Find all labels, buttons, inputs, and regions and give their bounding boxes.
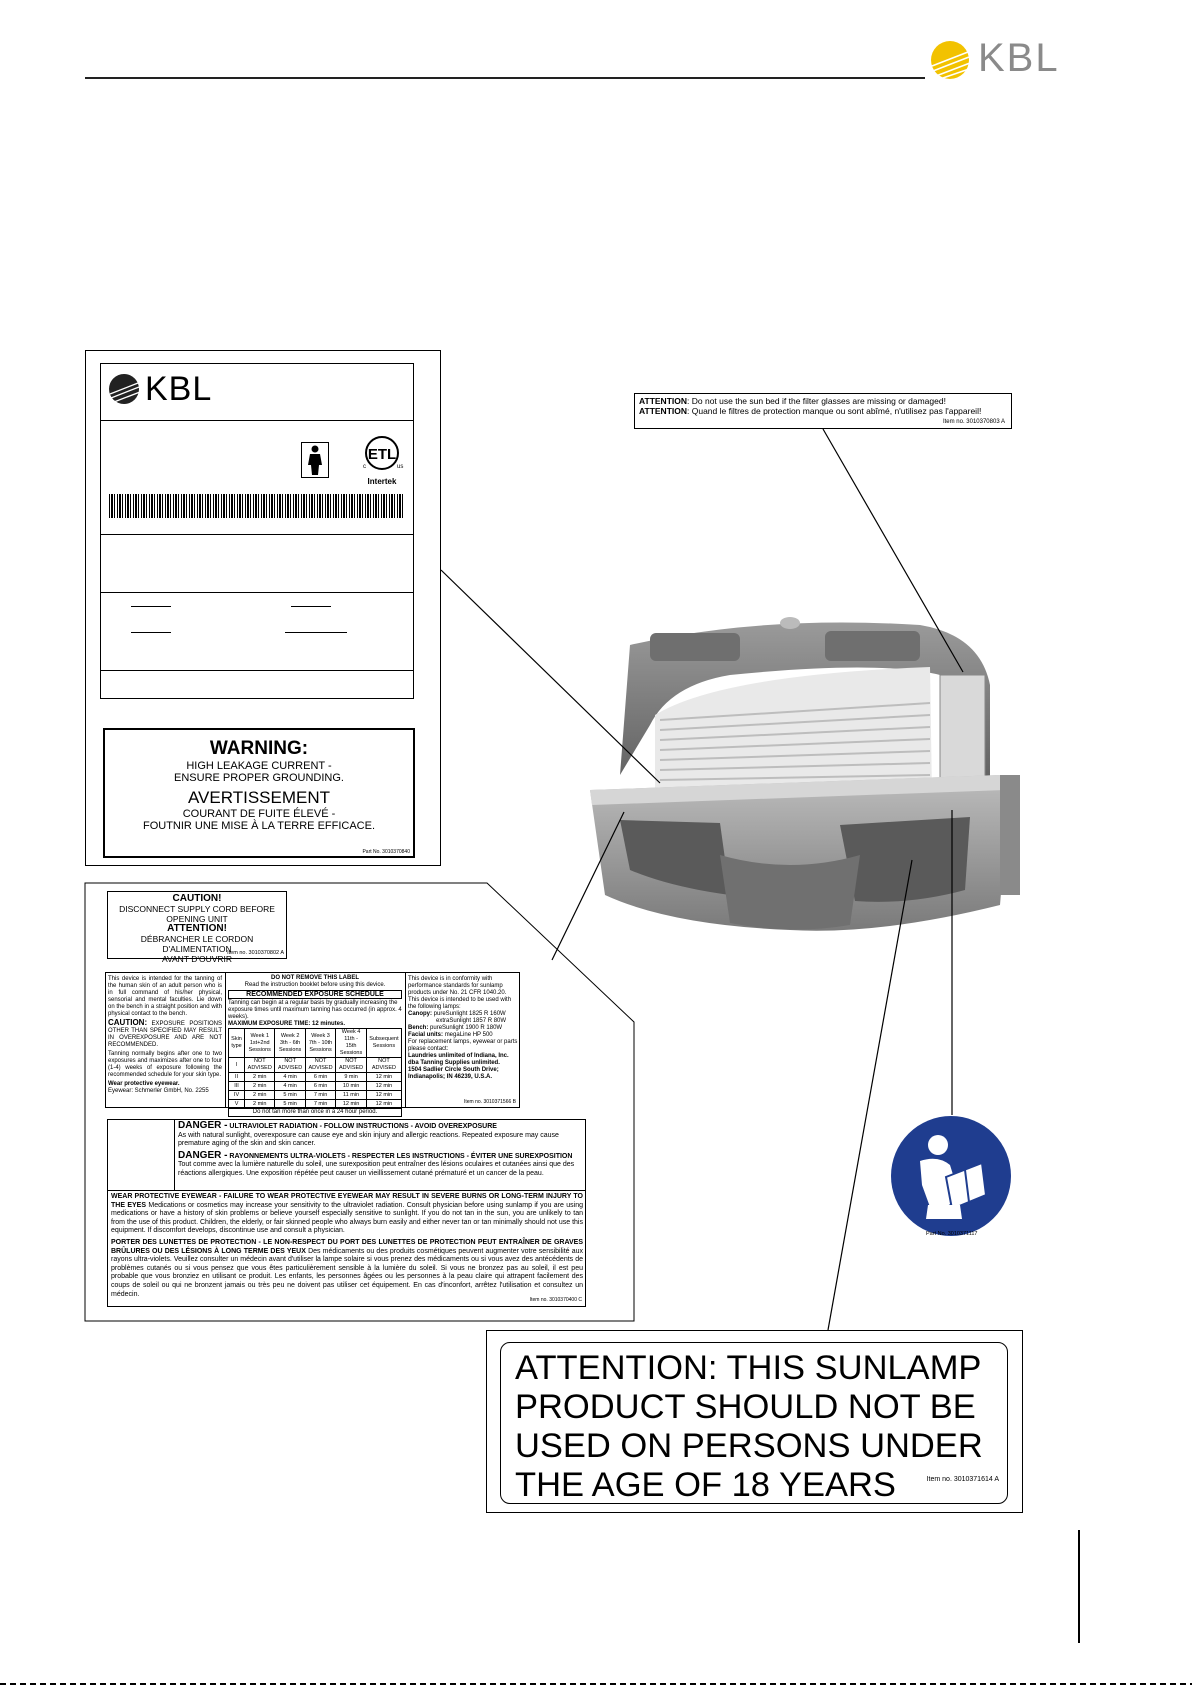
caution-title: CAUTION!: [172, 893, 222, 904]
schedule-header-cell: Week 1 1st+2nd Sessions: [245, 1029, 275, 1058]
table-cell: 10 min: [336, 1082, 367, 1091]
caution-item-no: Item no. 3010370802 A: [227, 950, 284, 956]
table-cell: 7 min: [305, 1091, 335, 1100]
table-row: [229, 1091, 402, 1100]
sun-logo-icon: [107, 372, 141, 406]
schedule-canopy-lamps2: extraSunlight 1857 R 80W: [436, 1018, 507, 1024]
table-cell: IV: [229, 1091, 245, 1100]
table-cell: 6 min: [305, 1073, 335, 1082]
schedule-facial-lamps: megaLine HP 500: [444, 1032, 493, 1038]
table-cell: NOT ADVISED: [245, 1058, 275, 1073]
table-cell: 5 min: [275, 1100, 305, 1109]
table-cell: NOT ADVISED: [336, 1058, 367, 1073]
schedule-header-cell: Week 4 11th - 15th Sessions: [336, 1029, 367, 1058]
age-line1: ATTENTION: THIS SUNLAMP: [515, 1349, 982, 1387]
schedule-company3: 1504 Sadlier Circle South Drive;: [408, 1067, 499, 1073]
schedule-caution-text: EXPOSURE POSITIONS OTHER THAN SPECIFIED MAY RESULT IN OVEREXPOSURE AND ARE NOT RECOMMENDED.: [108, 1021, 222, 1048]
danger-item-no: Item no. 3010370400 C: [529, 1297, 582, 1304]
table-cell: NOT ADVISED: [305, 1058, 335, 1073]
schedule-right: [408, 976, 518, 1081]
danger2-head: RAYONNEMENTS ULTRA-VIOLETS - RESPECTER LES INSTRUCTIONS - ÉVITER UNE SUREXPOSITION: [229, 1152, 573, 1160]
table-cell: III: [229, 1082, 245, 1091]
age-item-no: Item no. 3010371614 A: [926, 1476, 999, 1483]
table-cell: 2 min: [245, 1082, 275, 1091]
table-cell: 9 min: [336, 1073, 367, 1082]
schedule-bench-lamps: pureSunlight 1900 R 180W: [430, 1025, 503, 1031]
header-logo: [928, 38, 1078, 82]
manual-icon-label: [890, 1115, 1016, 1245]
filter-attention-label: [634, 393, 1012, 429]
warning-line2-fr: FOUTNIR UNE MISE À LA TERRE EFFICACE.: [142, 820, 376, 832]
table-cell: V: [229, 1100, 245, 1109]
warning-title: WARNING:: [209, 738, 309, 759]
warning-line2: ENSURE PROPER GROUNDING.: [174, 772, 344, 784]
caution-line2: OPENING UNIT: [166, 914, 228, 924]
filter-attention-line1: : Do not use the sun bed if the filter glasses are missing or damaged!: [687, 396, 946, 406]
table-cell: 4 min: [275, 1082, 305, 1091]
filter-attention-line2: : Quand le filtres de protection manque ou sont abîmé, n'utilisez pas l'appareil!: [687, 406, 982, 416]
table-row: [229, 1100, 402, 1109]
read-manual-icon: [890, 1115, 1012, 1237]
caution-title-fr: ATTENTION!: [167, 923, 227, 934]
schedule-canopy-label: Canopy:: [408, 1011, 432, 1017]
filter-attention-label2: ATTENTION: [639, 406, 688, 416]
warning-title-fr: AVERTISSEMENT: [187, 788, 330, 807]
header-brand: KBL: [978, 36, 1060, 80]
etl-brand: Intertek: [367, 477, 397, 486]
schedule-footer: Do not tan more than once in a 24 hour period.: [228, 1109, 402, 1117]
warning-line1: HIGH LEAKAGE CURRENT -: [186, 760, 332, 772]
warning-line1-fr: COURANT DE FUITE ÉLEVÉ -: [182, 808, 336, 820]
schedule-header-cell: Subsequent Sessions: [366, 1029, 401, 1058]
schedule-company1: Laundries unlimited of Indiana, Inc.: [408, 1053, 509, 1059]
danger-label: [107, 1119, 586, 1307]
table-cell: I: [229, 1058, 245, 1073]
schedule-tanning-text: Tanning normally begins after one to two exposures and maximizes after one to four (1-4) weeks of exposure following the recommended schedule for your skin type.: [108, 1051, 222, 1078]
table-cell: NOT ADVISED: [275, 1058, 305, 1073]
schedule-header-cell: Skin type: [229, 1029, 245, 1058]
manual-part-no: Part No. 3010371117: [926, 1231, 978, 1237]
filter-attention-item-no: Item no. 3010370803 A: [942, 419, 1005, 425]
etl-certification-icon: [359, 434, 405, 472]
table-cell: 7 min: [305, 1100, 335, 1109]
caution-line1-fr: DÉBRANCHER LE CORDON D'ALIMENTATION: [140, 934, 254, 954]
danger1-head: ULTRAVIOLET RADIATION - FOLLOW INSTRUCTIONS - AVOID OVEREXPOSURE: [229, 1123, 497, 1130]
table-cell: 11 min: [336, 1091, 367, 1100]
table-cell: 12 min: [366, 1082, 401, 1091]
schedule-left: [108, 976, 222, 1095]
schedule-table-header: [229, 1029, 402, 1058]
age-line4: THE AGE OF 18 YEARS: [515, 1466, 896, 1504]
table-cell: 12 min: [336, 1100, 367, 1109]
table-cell: II: [229, 1073, 245, 1082]
eyewear-section: [111, 1193, 583, 1299]
etl-mark: [359, 434, 405, 486]
schedule-title: RECOMMENDED EXPOSURE SCHEDULE: [228, 990, 402, 999]
eyewear-head: WEAR PROTECTIVE EYEWEAR - FAILURE TO WEAR PROTECTIVE EYEWEAR MAY RESULT IN SEVERE BURNS OR LONG-TERM INJURY TO THE EYES: [111, 1193, 583, 1209]
warning-part-no: Part No. 3010370840: [362, 849, 410, 855]
schedule-eyewear-title: Wear protective eyewear.: [108, 1081, 180, 1087]
table-cell: 6 min: [305, 1082, 335, 1091]
schedule-intro: Tanning can begin at a regular basis by gradually increasing the exposure times until maximum tanning has occurred (in approx. 4 weeks).: [228, 1000, 402, 1020]
danger2-body: Tout comme avec la lumière naturelle du soleil, une surexposition peut entraîner des lésions oculaires et cutanées ainsi que des réactions allergiques. Une exposition répétée peut causer un vieillissement cutané prématuré et un cancer de la peau.: [178, 1161, 575, 1177]
table-cell: NOT ADVISED: [366, 1058, 401, 1073]
table-cell: 5 min: [275, 1091, 305, 1100]
schedule-facial-label: Facial units:: [408, 1032, 444, 1038]
schedule-center-sub: Read the instruction booklet before using this device.: [244, 982, 386, 988]
eyewear-body-fr: Des médicaments ou des produits cosmétiques peuvent augmenter votre sensibilité aux rayons ultra-violets. Veuillez consulter un médecin avant d'utiliser la lampe solaire si vous prenez des médicaments ou si vous avez des antécédents de problèmes cutanés ou si vous pensez que vous êtes particulièrement sensible à la lumière du soleil. Si vous ne bronzez pas au soleil, il est peu probable que vous bronziez en utilisant ce produit. Les enfants, les personnes âgées ou les personnes à la peau claire qui attrapent facilement des coups de soleil ou qui ne bronzent jamais ou très peu ne doivent pas utiliser cet équipement. En cas d'inconfort, arrêtez l'utilisation et consultez un médecin.: [111, 1247, 583, 1298]
table-cell: 12 min: [366, 1091, 401, 1100]
age-line2: PRODUCT SHOULD NOT BE: [515, 1388, 976, 1426]
eyewear-head-fr: PORTER DES LUNETTES DE PROTECTION - LE NON-RESPECT DU PORT DES LUNETTES DE PROTECTION PEUT ENTRAÎNER DE GRAVES BRÛLURES OU DES LÉSIONS À LONG TERME DES YEUX: [111, 1238, 583, 1255]
rating-panel: [85, 350, 441, 866]
danger-word-fr: DANGER -: [178, 1149, 228, 1161]
filter-attention-label1: ATTENTION: [639, 396, 688, 406]
table-cell: 2 min: [245, 1100, 275, 1109]
barcode: [109, 494, 405, 518]
schedule-company2: dba Tanning Supplies unlimited.: [408, 1060, 500, 1066]
header-rule: [85, 77, 925, 79]
table-row: [229, 1073, 402, 1082]
caution-line1: DISCONNECT SUPPLY CORD BEFORE: [119, 904, 275, 914]
schedule-company4: Indianapolis; IN 46239, U.S.A.: [408, 1074, 493, 1080]
schedule-label: [105, 972, 520, 1115]
person-symbol-icon: [301, 442, 329, 478]
danger-word: DANGER -: [178, 1120, 228, 1131]
table-cell: 12 min: [366, 1073, 401, 1082]
schedule-right-text: This device is in conformity with performance standards for sunlamp products under No. 21 CFR 1040.20. This device is intended to be used with the following lamps:: [408, 976, 512, 1010]
schedule-left-text: This device is intended for the tanning of the human skin of an adult person who is in full command of his/her physical, sensorial and mental faculties. Lie down on the bench in a straight position and with physical contact to the bench.: [108, 976, 222, 1017]
rating-brand: KBL: [145, 370, 213, 408]
age-line3: USED ON PERSONS UNDER: [515, 1427, 983, 1465]
warning-label: [103, 728, 415, 858]
svg-text:ETL: ETL: [367, 446, 397, 463]
table-row: [229, 1058, 402, 1073]
schedule-canopy-lamps: pureSunlight 1825 R 160W: [433, 1011, 506, 1017]
danger-section: [178, 1122, 582, 1179]
schedule-header-cell: Week 3 7th - 10th Sessions: [305, 1029, 335, 1058]
schedule-bench-label: Bench:: [408, 1025, 429, 1031]
age-label-outer: [486, 1330, 1023, 1513]
rating-label: [100, 363, 414, 699]
table-cell: 2 min: [245, 1073, 275, 1082]
danger1-body: As with natural sunlight, overexposure can cause eye and skin injury and allergic reactions. Repeated exposure may cause premature aging of the skin and skin cancer.: [178, 1131, 559, 1148]
schedule-eyewear-text: Eyewear: Schmerler GmbH, No. 2255: [108, 1088, 209, 1094]
schedule-center-title: DO NOT REMOVE THIS LABEL: [270, 975, 359, 981]
caution-line2-fr: AVANT D'OUVRIR: [161, 954, 233, 964]
svg-text:us: us: [397, 464, 404, 470]
eyewear-body: Medications or cosmetics may increase your sensitivity to the ultraviolet radiation. Consult physician before using sunlamp if you are using medications or have a history of skin problems or believe yourself especially sensitive to sunlight. If you do not tan in the sun, you are unlikely to tan from the use of this product. Children, the elderly, or fair skinned people who always burn easily and either never tan or tan minimally should not use this equipment. If discomfort develops, discontinue use and consult a physician.: [111, 1201, 583, 1235]
rating-logo: [107, 370, 257, 410]
sunbed-illustration: [580, 605, 1020, 945]
schedule-table: [228, 1028, 402, 1109]
age-label: [500, 1342, 1008, 1504]
table-row: [229, 1082, 402, 1091]
svg-text:c: c: [363, 464, 366, 470]
schedule-max: MAXIMUM EXPOSURE TIME: 12 minutes.: [228, 1021, 346, 1027]
schedule-replacement: For replacement lamps, eyewear or parts please contact:: [408, 1039, 518, 1052]
schedule-header-cell: Week 2 3th - 6th Sessions: [275, 1029, 305, 1058]
table-cell: 4 min: [275, 1073, 305, 1082]
table-cell: 12 min: [366, 1100, 401, 1109]
schedule-center: [228, 975, 402, 1117]
page-marker: [1078, 1530, 1080, 1643]
sun-logo-icon: [928, 38, 972, 82]
schedule-caution-word: CAUTION:: [108, 1018, 148, 1027]
table-cell: 2 min: [245, 1091, 275, 1100]
schedule-item-no: Item no. 3010371566 B: [464, 1099, 516, 1105]
